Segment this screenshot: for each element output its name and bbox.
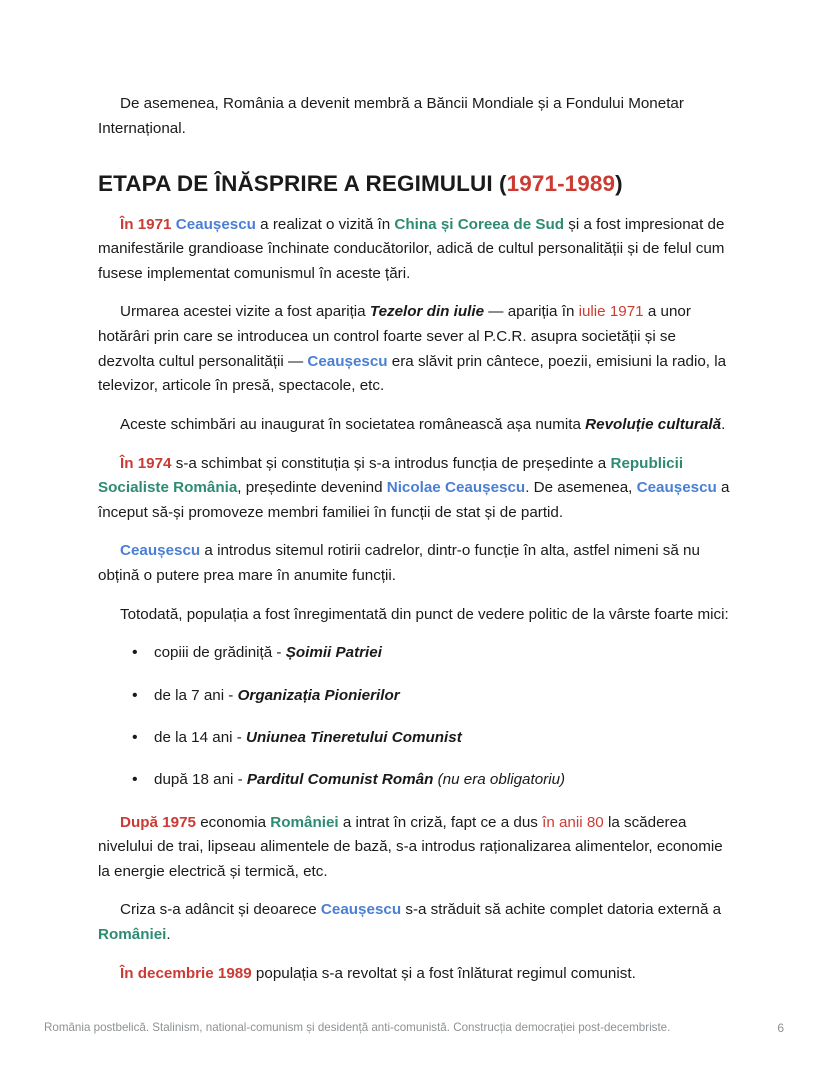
paragraph-teze-c: a unor hotărâri prin care se introducea un control foarte sever al P.C.R. asupra societății și se dezvolta cultul personalității — (98, 303, 691, 370)
country-romania: României (270, 813, 339, 831)
date-iulie-1971: iulie 1971 (578, 303, 644, 321)
person-nicolae-ceausescu: Nicolae Ceaușescu (386, 479, 526, 497)
list-item-term: Organizația Pionierilor (237, 686, 400, 704)
country-romania: României (98, 926, 167, 943)
organizations-list (98, 641, 730, 792)
paragraph-criza-economica (98, 811, 730, 885)
page-number: 6 (777, 1021, 784, 1036)
paragraph-1971-text-a: a realizat o vizită în (255, 215, 395, 233)
paragraph-intro (98, 92, 730, 141)
date-anii-80: în anii 80 (542, 813, 604, 831)
date-1974: În 1974 (120, 454, 172, 472)
date-dupa-1975: După 1975 (120, 813, 196, 831)
paragraph-rotirea-cadrelor (98, 539, 730, 588)
paragraph-1971 (98, 213, 730, 287)
paragraph-teze-a: Urmarea acestei vizite a fost apariția (120, 303, 370, 321)
section-heading-main: ETAPA DE ÎNĂSPRIRE A REGIMULUI ( (98, 171, 507, 197)
list-item-term: Uniunea Tineretului Comunist (246, 728, 462, 746)
list-item-term: Parditul Comunist Român (246, 771, 434, 789)
list-item (154, 768, 730, 792)
paragraph-decembrie-text: populația s-a revoltat și a fost înlăturat regimul comunist. (251, 964, 636, 982)
paragraph-datoria-externa (98, 898, 730, 947)
paragraph-criza-c: la scăderea nivelului de trai, lipseau alimentele de bază, s-a introdus raționalizarea alimentelor, economie la energie electrică și termică, etc. (98, 813, 723, 880)
section-heading (98, 169, 730, 198)
section-heading-close: ) (615, 171, 623, 197)
person-ceausescu: Ceaușescu (120, 542, 201, 560)
person-ceausescu: Ceaușescu (320, 901, 402, 919)
paragraph-revolutie-a: Aceste schimbări au inaugurat în societatea românească așa numita (120, 415, 586, 433)
list-item-prefix: de la 7 ani - (154, 686, 238, 704)
paragraph-1974-b: , președinte devenind (237, 479, 387, 497)
page-footer (44, 1020, 784, 1037)
person-ceausescu: Ceaușescu (636, 479, 717, 497)
term-revolutie-culturala: Revoluție culturală (585, 415, 722, 433)
paragraph-criza-a: economia (195, 813, 271, 831)
list-item-prefix: după 18 ani - (154, 771, 247, 789)
paragraph-inregimentare (98, 603, 730, 628)
paragraph-decembrie-1989 (98, 962, 730, 987)
paragraph-revolutie-b: . (721, 415, 726, 433)
paragraph-datorie-b: s-a străduit să achite complet datoria externă a (401, 901, 722, 919)
paragraph-inregimentare-text: Totodată, populația a fost înregimentată din punct de vedere politic de la vârste foarte mici: (120, 605, 729, 623)
places-china-korea: China și Coreea de Sud (394, 215, 565, 233)
paragraph-1974 (98, 452, 730, 526)
person-ceausescu: Ceaușescu (175, 215, 256, 233)
date-1971: În 1971 (120, 215, 172, 233)
paragraph-1971-text-b: și a fost impresionat de manifestările grandioase închinate conducătorilor, adică de cultul personalității și de felul cum fusese implementat comunismul în aceste țări. (98, 215, 725, 282)
paragraph-criza-b: a intrat în criză, fapt ce a dus (338, 813, 543, 831)
entity-republica-socialista: Republicii Socialiste România (98, 454, 684, 497)
paragraph-intro-text: De asemenea, România a devenit membră a Băncii Mondiale și a Fondului Monetar Internațional. (98, 95, 684, 137)
paragraph-1974-c: . De asemenea, (525, 479, 637, 497)
list-item-prefix: de la 14 ani - (154, 728, 247, 746)
footer-caption: România postbelică. Stalinism, national-comunism și desidență anti-comunistă. Construcția democrației post-decembriste. (44, 1021, 671, 1035)
paragraph-1974-d: a început să-și promoveze membri familiei în funcții de stat și de partid. (98, 479, 730, 521)
list-item (154, 726, 730, 750)
paragraph-revolutie-culturala (98, 413, 730, 438)
date-decembrie-1989: În decembrie 1989 (120, 964, 252, 982)
list-item (154, 641, 730, 665)
list-item (154, 684, 730, 708)
person-ceausescu: Ceaușescu (307, 352, 388, 370)
paragraph-teze-b: — apariția în (484, 303, 579, 321)
paragraph-datorie-a: Criza s-a adâncit și deoarece (120, 901, 321, 919)
paragraph-1974-a: s-a schimbat și constituția și s-a introdus funcția de președinte a (171, 454, 611, 472)
paragraph-teze-d: era slăvit prin cântece, poezii, emisiuni la radio, la televizor, articole în presă, spectacole, etc. (98, 352, 727, 395)
paragraph-teze (98, 300, 730, 399)
paragraph-rotirea-text: a introdus sitemul rotirii cadrelor, dintr-o funcție în alta, astfel nimeni să nu obțină o putere prea mare în anumite funcții. (98, 542, 700, 584)
paragraph-datorie-c: . (166, 926, 171, 943)
section-heading-years: 1971-1989 (506, 171, 616, 197)
list-item-prefix: copiii de grădiniță - (154, 644, 286, 662)
term-tezele-din-iulie: Tezelor din iulie (369, 303, 485, 321)
list-item-suffix: (nu era obligatoriu) (433, 771, 566, 789)
list-item-term: Șoimii Patriei (285, 644, 382, 662)
